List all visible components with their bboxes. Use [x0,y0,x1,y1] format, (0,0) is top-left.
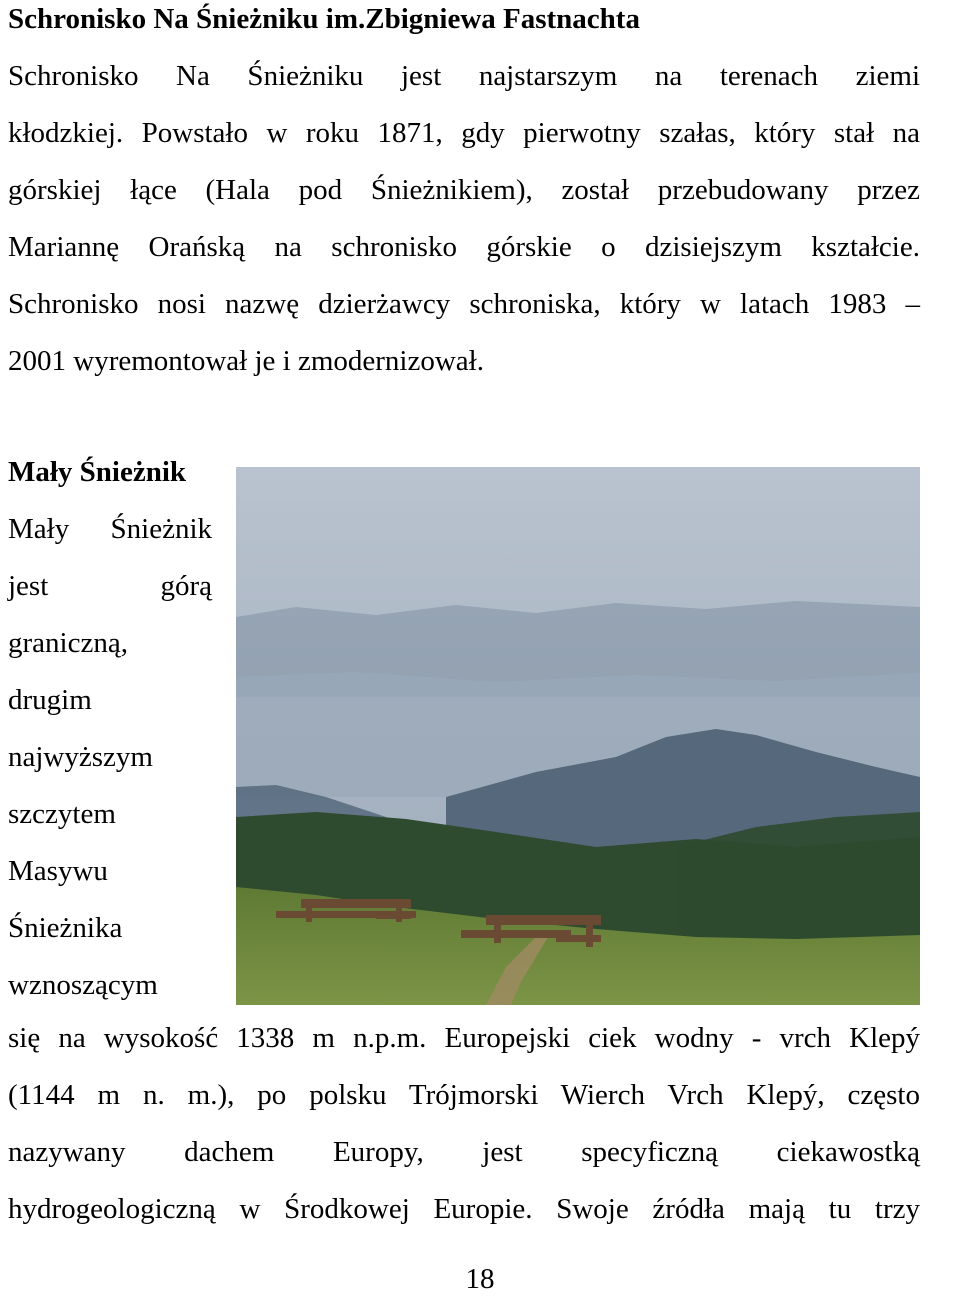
mountain-landscape-photo [236,467,920,1005]
paragraph-line: (1144 m n. m.), po polsku Trójmorski Wierch Vrch Klepý, często [8,1079,920,1111]
paragraph-line: kłodzkiej. Powstało w roku 1871, gdy pierwotny szałas, który stał na [8,117,920,149]
side-text-line: drugim [8,684,92,716]
section-heading-schronisko: Schronisko Na Śnieżniku im.Zbigniewa Fastnachta [8,3,640,35]
side-text-line: Śnieżnika [8,912,123,944]
side-text-line: jest górą [8,570,212,602]
side-text-line: graniczną, [8,627,128,659]
side-text-line: Mały Śnieżnik [8,513,212,545]
paragraph-line: 2001 wyremontował je i zmodernizował. [8,345,484,377]
paragraph-line: się na wysokość 1338 m n.p.m. Europejski ciek wodny - vrch Klepý [8,1022,920,1054]
paragraph-line: górskiej łące (Hala pod Śnieżnikiem), został przebudowany przez [8,174,920,206]
side-text-line: najwyższym [8,741,153,773]
paragraph-line: hydrogeologiczną w Środkowej Europie. Swoje źródła mają tu trzy [8,1193,920,1225]
paragraph-line: Schronisko nosi nazwę dzierżawcy schroniska, który w latach 1983 – [8,288,920,320]
page-number: 18 [465,1263,495,1295]
section-heading-maly-snieznik: Mały Śnieżnik [8,456,187,488]
side-text-line: szczytem [8,798,116,830]
paragraph-line: nazywany dachem Europy, jest specyficzną ciekawostką [8,1136,920,1168]
side-text-line: Masywu [8,855,108,887]
paragraph-line: Mariannę Orańską na schronisko górskie o dzisiejszym kształcie. [8,231,920,263]
paragraph-line: Schronisko Na Śnieżniku jest najstarszym na terenach ziemi [8,60,920,92]
side-text-line: wznoszącym [8,969,158,1001]
